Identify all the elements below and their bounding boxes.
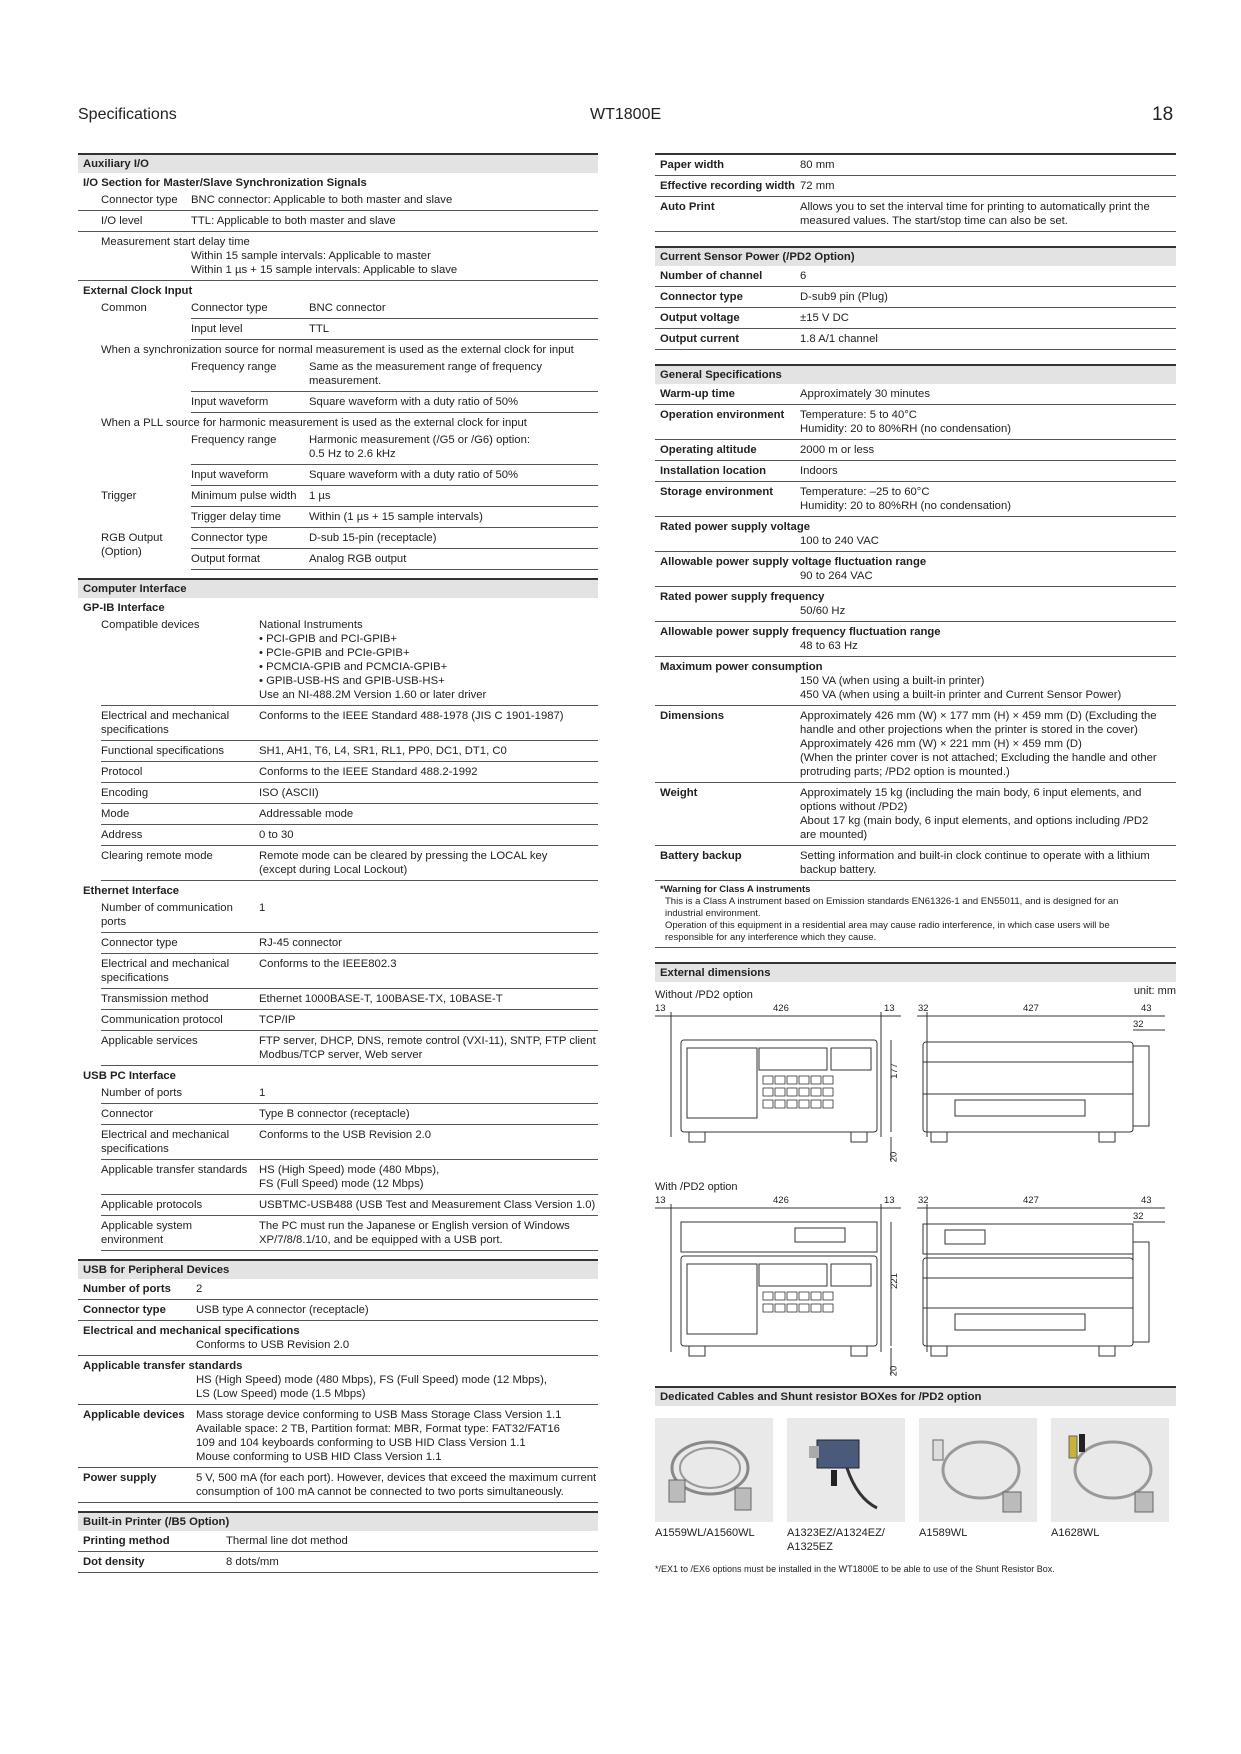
spec-value: 1 <box>259 1087 266 1099</box>
stacked-spec-row <box>655 517 1176 552</box>
spec-row <box>655 287 1176 308</box>
spec-value: Square waveform with a duty ratio of 50% <box>309 396 519 408</box>
spec-row <box>191 357 598 392</box>
spec-row <box>101 1216 598 1251</box>
ethernet-heading: Ethernet Interface <box>83 885 180 897</box>
spec-value: SH1, AH1, T6, L4, SR1, RL1, PP0, DC1, DT1, C0 <box>259 745 507 757</box>
cable-caption-4: A1628WL <box>1051 1527 1100 1539</box>
spec-key: Warm-up time <box>660 388 735 400</box>
spec-value: Conforms to the IEEE802.3 <box>259 958 397 970</box>
dim2-32-side: 32 <box>918 1195 929 1206</box>
spec-value: Same as the measurement range of frequency measurement. <box>309 361 542 387</box>
rgb-label: RGB Output (Option) <box>101 532 163 558</box>
spec-key: Address <box>101 829 143 841</box>
spec-row <box>101 1104 598 1125</box>
spec-key: Applicable protocols <box>101 1199 203 1211</box>
delay-value-2: Within 1 µs + 15 sample intervals: Applicable to slave <box>191 264 458 276</box>
spec-key: Allowable power supply frequency fluctuation range <box>660 626 941 638</box>
trigger-group <box>101 486 598 528</box>
spec-key: Connector type <box>191 532 268 544</box>
gpib-heading: GP-IB Interface <box>83 602 165 614</box>
spec-row <box>655 384 1176 405</box>
spec-value: BNC connector <box>309 302 386 314</box>
page-section-title: Specifications <box>78 106 177 123</box>
spec-key: Connector type <box>83 1304 166 1316</box>
spec-value: 90 to 264 VAC <box>800 570 873 582</box>
cables-heading: Dedicated Cables and Shunt resistor BOXes for /PD2 option <box>655 1386 1176 1406</box>
spec-row <box>101 1031 598 1066</box>
spec-value: TTL: Applicable to both master and slave <box>191 215 396 227</box>
dimension-drawings <box>655 982 1176 1382</box>
spec-value: Indoors <box>800 465 838 477</box>
general-rows <box>655 384 1176 517</box>
ethernet-rows <box>101 898 598 1066</box>
spec-value: 8 dots/mm <box>226 1556 279 1568</box>
pll-note: When a PLL source for harmonic measurement is used as the external clock for input <box>101 417 527 429</box>
spec-row <box>101 933 598 954</box>
spec-row <box>78 190 598 211</box>
spec-key: Allowable power supply voltage fluctuation range <box>660 556 927 568</box>
spec-value: 1.8 A/1 channel <box>800 333 878 345</box>
spec-key: Protocol <box>101 766 143 778</box>
spec-key: Maximum power consumption <box>660 661 823 673</box>
spec-key: Connector <box>101 1108 154 1120</box>
spec-row <box>78 1468 598 1503</box>
dim-43: 43 <box>1141 1003 1152 1014</box>
cable-coil-image <box>655 1418 773 1522</box>
dimension-line-art <box>655 982 1176 1382</box>
spec-value: Mass storage device conforming to USB Mass Storage Class Version 1.1 Available space: 2 TB, Partition format: MBR, Format type: FAT32/FAT16 109 and 104 keyboards conforming to USB HID Class Version 1.1 Mouse conforming to USB HID Class Version 1.1 <box>196 1409 562 1463</box>
ext-clock-heading: External Clock Input <box>83 285 193 297</box>
spec-value: 48 to 63 Hz <box>800 640 858 652</box>
spec-key: Applicable services <box>101 1035 198 1047</box>
spec-key: Input level <box>191 323 243 335</box>
spec-value: USBTMC-USB488 (USB Test and Measurement Class Version 1.0) <box>259 1199 596 1211</box>
sync-rows <box>191 357 598 413</box>
usb-elec-label: Electrical and mechanical specifications <box>83 1325 300 1337</box>
external-dimensions-heading: External dimensions <box>655 962 1176 982</box>
usb-peripheral-heading: USB for Peripheral Devices <box>78 1259 598 1279</box>
spec-value: Within (1 µs + 15 sample intervals) <box>309 511 483 523</box>
spec-key: Mode <box>101 808 130 820</box>
trigger-rows <box>191 486 598 528</box>
csp-rows <box>655 266 1176 350</box>
spec-value: Allows you to set the interval time for printing to automatically print the measured values. The start/stop time can also be set. <box>800 201 1150 227</box>
spec-row <box>101 1160 598 1195</box>
cables-gallery <box>655 1406 1176 1586</box>
spec-value: Analog RGB output <box>309 553 407 565</box>
class-a-warning <box>655 881 1176 948</box>
spec-key: I/O level <box>101 215 143 227</box>
spec-value: TCP/IP <box>259 1014 296 1026</box>
spec-key: Operating altitude <box>660 444 757 456</box>
page-number: 18 <box>1152 104 1174 125</box>
dim2-43: 43 <box>1141 1195 1152 1206</box>
spec-value: Temperature: 5 to 40°C Humidity: 20 to 80%RH (no condensation) <box>800 409 1011 435</box>
spec-row <box>655 846 1176 881</box>
spec-value: 0 to 30 <box>259 829 294 841</box>
spec-key: Storage environment <box>660 486 773 498</box>
spec-key: Number of ports <box>83 1283 171 1295</box>
spec-key: Applicable transfer standards <box>101 1164 248 1176</box>
spec-key: Paper width <box>660 159 725 171</box>
warning-text: This is a Class A instrument based on Emission standards EN61326-1 and EN55011, and is designed for an industrial environment. Operation of this equipment in a residential area may cause radio interference, in which case users will be responsible for any interference which they cause. <box>665 896 1119 943</box>
spec-value: Harmonic measurement (/G5 or /G6) option: 0.5 Hz to 2.6 kHz <box>309 434 531 460</box>
stacked-spec-row <box>655 587 1176 622</box>
gpib-rows <box>101 615 598 881</box>
printer-rows <box>78 1531 598 1573</box>
dim-32-side: 32 <box>918 1003 929 1014</box>
with-pd2-label: With /PD2 option <box>655 1181 738 1193</box>
spec-key: Dot density <box>83 1556 145 1568</box>
stacked-spec-row <box>655 552 1176 587</box>
spec-key: Connector type <box>191 302 268 314</box>
spec-key: Dimensions <box>660 710 725 722</box>
usb-std-value: HS (High Speed) mode (480 Mbps), FS (Full Speed) mode (12 Mbps), LS (Low Speed) mode (1.5 Mbps) <box>196 1374 547 1400</box>
usb-elec-value: Conforms to USB Revision 2.0 <box>196 1339 350 1351</box>
dim-13-left: 13 <box>655 1003 666 1014</box>
spec-key: Clearing remote mode <box>101 850 213 862</box>
spec-key: Output current <box>660 333 740 345</box>
paper-rows <box>655 155 1176 232</box>
spec-row <box>191 430 598 465</box>
spec-row <box>655 461 1176 482</box>
spec-value: 5 V, 500 mA (for each port). However, devices that exceed the maximum current consumption of 100 mA cannot be connected to two ports simultaneously. <box>196 1472 597 1498</box>
spec-value: Conforms to the USB Revision 2.0 <box>259 1129 432 1141</box>
spec-row <box>191 319 598 340</box>
spec-value: USB type A connector (receptacle) <box>196 1304 369 1316</box>
spec-row <box>101 706 598 741</box>
spec-key: Installation location <box>660 465 767 477</box>
spec-key: Input waveform <box>191 469 269 481</box>
dim2-426: 426 <box>773 1195 789 1206</box>
dim2-32-handle: 32 <box>1133 1211 1144 1222</box>
spec-key: Applicable system environment <box>101 1220 193 1246</box>
usb-pc-heading: USB PC Interface <box>83 1070 176 1082</box>
spec-row <box>78 211 598 232</box>
usb-peripheral-rows <box>78 1279 598 1321</box>
dim-20-1: 20 <box>888 1151 900 1163</box>
spec-key: Output format <box>191 553 261 565</box>
computer-interface-heading: Computer Interface <box>78 578 598 598</box>
spec-key: Weight <box>660 787 698 799</box>
spec-row <box>78 1279 598 1300</box>
common-rows <box>191 298 598 340</box>
cable-coil-image-2 <box>919 1418 1037 1522</box>
spec-key: Operation environment <box>660 409 785 421</box>
dim-426: 426 <box>773 1003 789 1014</box>
spec-row <box>191 528 598 549</box>
spec-row <box>101 825 598 846</box>
spec-row <box>101 1195 598 1216</box>
spec-key: Input waveform <box>191 396 269 408</box>
usb-std-row <box>78 1356 598 1405</box>
dim2-13-left: 13 <box>655 1195 666 1206</box>
aux-io-heading: Auxiliary I/O <box>78 153 598 173</box>
dim-427: 427 <box>1023 1003 1039 1014</box>
spec-row <box>191 507 598 528</box>
spec-row <box>191 392 598 413</box>
spec-row <box>655 176 1176 197</box>
spec-key: Minimum pulse width <box>191 490 297 502</box>
spec-key: Transmission method <box>101 993 209 1005</box>
spec-value: 1 µs <box>309 490 331 502</box>
spec-value: 50/60 Hz <box>800 605 846 617</box>
unit-label: unit: mm <box>1133 985 1176 997</box>
spec-key: Number of ports <box>101 1087 182 1099</box>
spec-key: Electrical and mechanical specifications <box>101 710 230 736</box>
spec-value: Square waveform with a duty ratio of 50% <box>309 469 519 481</box>
common-group <box>78 298 598 340</box>
dim2-13-right: 13 <box>884 1195 895 1206</box>
stacked-spec-row <box>655 622 1176 657</box>
spec-row <box>101 1010 598 1031</box>
spec-key: Functional specifications <box>101 745 225 757</box>
spec-row <box>655 266 1176 287</box>
spec-value: Approximately 15 kg (including the main body, 6 input elements, and options without /PD2) About 17 kg (main body, 6 input elements, and options including /PD2 are mounted) <box>800 787 1149 841</box>
delay-row <box>78 232 598 281</box>
spec-value: 150 VA (when using a built-in printer) 450 VA (when using a built-in printer and Current Sensor Power) <box>800 675 1122 701</box>
dim-20-2: 20 <box>888 1365 900 1377</box>
spec-value: Addressable mode <box>259 808 354 820</box>
model-name: WT1800E <box>590 106 662 123</box>
spec-key: Electrical and mechanical specifications <box>101 958 230 984</box>
usb-elec-row <box>78 1321 598 1356</box>
spec-row <box>101 615 598 706</box>
spec-row <box>655 405 1176 440</box>
spec-row <box>191 465 598 486</box>
spec-row <box>101 898 598 933</box>
spec-value: Approximately 426 mm (W) × 177 mm (H) × 459 mm (D) (Excluding the handle and other projections when the printer is stored in the cover) Approximately 426 mm (W) × 221 mm (H) × 459 mm (D) (When the printer cover is not attached; Excluding the handle and other protruding parts; /PD2 option is mounted.) <box>800 710 1157 778</box>
dim-221: 221 <box>888 1273 900 1289</box>
spec-value: 1 <box>259 902 266 914</box>
csp-heading: Current Sensor Power (/PD2 Option) <box>655 246 1176 266</box>
spec-row <box>101 762 598 783</box>
spec-value: 2000 m or less <box>800 444 875 456</box>
io-sync-heading: I/O Section for Master/Slave Synchronization Signals <box>83 177 367 189</box>
dim-177: 177 <box>888 1063 900 1079</box>
left-column <box>78 153 598 1573</box>
spec-key: Applicable devices <box>83 1409 185 1421</box>
spec-value: Type B connector (receptacle) <box>259 1108 410 1120</box>
spec-key: Number of communication ports <box>101 902 233 928</box>
footnote: */EX1 to /EX6 options must be installed in the WT1800E to be able to use of the Shunt Resistor Box. <box>655 1564 1055 1574</box>
dim-32-handle: 32 <box>1133 1019 1144 1030</box>
spec-key: Frequency range <box>191 361 277 373</box>
spec-value: 100 to 240 VAC <box>800 535 879 547</box>
spec-row <box>101 1083 598 1104</box>
spec-row <box>655 706 1176 783</box>
spec-key: Printing method <box>83 1535 170 1547</box>
spec-key: Encoding <box>101 787 149 799</box>
cable-photo-a1628wl <box>1051 1418 1169 1522</box>
spec-value: The PC must run the Japanese or English version of Windows XP/7/8/8.1/10, and be equipped with a USB port. <box>259 1220 570 1246</box>
spec-key: Power supply <box>83 1472 157 1484</box>
spec-row <box>191 298 598 319</box>
spec-row <box>655 308 1176 329</box>
usb-std-label: Applicable transfer standards <box>83 1360 243 1372</box>
spec-row <box>78 1552 598 1573</box>
delay-label: Measurement start delay time <box>101 236 250 248</box>
spec-row <box>191 486 598 507</box>
cable-caption-2: A1323EZ/A1324EZ/ A1325EZ <box>787 1527 885 1553</box>
spec-key: Effective recording width <box>660 180 795 192</box>
spec-key: Connector type <box>101 937 178 949</box>
general-rows-2 <box>655 706 1176 881</box>
shunt-box-image <box>787 1418 905 1522</box>
spec-value: TTL <box>309 323 330 335</box>
spec-row <box>655 155 1176 176</box>
spec-row <box>101 741 598 762</box>
spec-value: D-sub 15-pin (receptacle) <box>309 532 437 544</box>
spec-key: Connector type <box>660 291 743 303</box>
spec-key: Number of channel <box>660 270 763 282</box>
spec-row <box>191 549 598 570</box>
usb-pc-rows <box>101 1083 598 1251</box>
spec-row <box>101 1125 598 1160</box>
spec-row <box>78 1531 598 1552</box>
usb-peripheral-rows-2 <box>78 1405 598 1503</box>
rgb-group <box>101 528 598 570</box>
common-label: Common <box>101 302 147 314</box>
spec-key: Compatible devices <box>101 619 200 631</box>
rgb-rows <box>191 528 598 570</box>
spec-row <box>101 804 598 825</box>
spec-key: Auto Print <box>660 201 715 213</box>
spec-value: 72 mm <box>800 180 835 192</box>
spec-value: ISO (ASCII) <box>259 787 319 799</box>
spec-key: Connector type <box>101 194 178 206</box>
stacked-rows <box>655 517 1176 706</box>
dim2-427: 427 <box>1023 1195 1039 1206</box>
spec-row <box>655 197 1176 232</box>
printer-heading: Built-in Printer (/B5 Option) <box>78 1511 598 1531</box>
spec-row <box>655 440 1176 461</box>
spec-value: RJ-45 connector <box>259 937 342 949</box>
io-rows <box>78 190 598 232</box>
delay-value-1: Within 15 sample intervals: Applicable to master <box>191 250 431 262</box>
cable-photo-a1589wl <box>919 1418 1037 1522</box>
spec-row <box>78 1405 598 1468</box>
shunt-box-photo <box>787 1418 905 1522</box>
trigger-label: Trigger <box>101 490 137 502</box>
spec-value: Temperature: –25 to 60°C Humidity: 20 to 80%RH (no condensation) <box>800 486 1011 512</box>
cable-caption-1: A1559WL/A1560WL <box>655 1527 755 1539</box>
spec-key: Output voltage <box>660 312 740 324</box>
spec-value: ±15 V DC <box>800 312 849 324</box>
pll-rows <box>191 430 598 486</box>
spec-key: Trigger delay time <box>191 511 281 523</box>
spec-value: Conforms to the IEEE Standard 488.2-1992 <box>259 766 478 778</box>
spec-key: Frequency range <box>191 434 277 446</box>
spec-row <box>101 954 598 989</box>
spec-row <box>101 783 598 804</box>
spec-row <box>101 989 598 1010</box>
cable-caption-3: A1589WL <box>919 1527 968 1539</box>
sync-note: When a synchronization source for normal measurement is used as the external clock for input <box>101 344 574 356</box>
spec-value: Conforms to the IEEE Standard 488-1978 (JIS C 1901-1987) <box>259 710 564 722</box>
stacked-spec-row <box>655 657 1176 706</box>
spec-row <box>101 846 598 881</box>
spec-row <box>655 783 1176 846</box>
right-column <box>655 153 1176 1586</box>
warning-title: *Warning for Class A instruments <box>660 884 811 895</box>
general-heading: General Specifications <box>655 364 1176 384</box>
spec-row <box>655 329 1176 350</box>
spec-key: Battery backup <box>660 850 742 862</box>
spec-value: National Instruments • PCI-GPIB and PCI-GPIB+ • PCIe-GPIB and PCIe-GPIB+ • PCMCIA-GPIB and PCMCIA-GPIB+ • GPIB-USB-HS and GPIB-USB-HS+ Use an NI-488.2M Version 1.60 or later driver <box>259 619 487 701</box>
spec-key: Electrical and mechanical specifications <box>101 1129 230 1155</box>
cable-coil-image-3 <box>1051 1418 1169 1522</box>
spec-row <box>655 482 1176 517</box>
spec-value: Remote mode can be cleared by pressing the LOCAL key (except during Local Lockout) <box>259 850 548 876</box>
spec-key: Rated power supply voltage <box>660 521 811 533</box>
without-pd2-label: Without /PD2 option <box>655 989 753 1001</box>
spec-value: Setting information and built-in clock continue to operate with a lithium backup battery. <box>800 850 1150 876</box>
spec-key: Communication protocol <box>101 1014 223 1026</box>
spec-value: Ethernet 1000BASE-T, 100BASE-TX, 10BASE-T <box>259 993 503 1005</box>
cable-photo-a1559wl <box>655 1418 773 1522</box>
dim-13-right: 13 <box>884 1003 895 1014</box>
spec-value: D-sub9 pin (Plug) <box>800 291 888 303</box>
spec-value: 6 <box>800 270 807 282</box>
spec-value: 2 <box>196 1283 203 1295</box>
spec-value: Approximately 30 minutes <box>800 388 930 400</box>
spec-row <box>78 1300 598 1321</box>
spec-value: Thermal line dot method <box>226 1535 348 1547</box>
spec-value: FTP server, DHCP, DNS, remote control (VXI-11), SNTP, FTP client Modbus/TCP server, Web server <box>259 1035 596 1061</box>
spec-key: Rated power supply frequency <box>660 591 825 603</box>
spec-value: BNC connector: Applicable to both master and slave <box>191 194 453 206</box>
spec-value: 80 mm <box>800 159 835 171</box>
spec-value: HS (High Speed) mode (480 Mbps), FS (Full Speed) mode (12 Mbps) <box>259 1164 440 1190</box>
